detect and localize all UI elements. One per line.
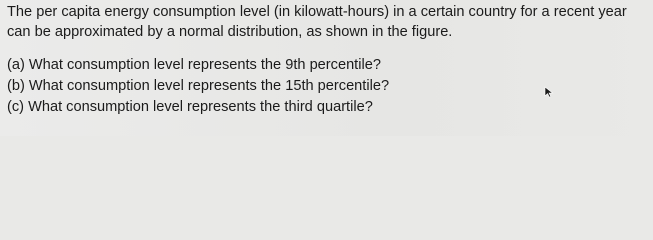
mouse-pointer-icon <box>544 86 556 98</box>
intro-text-line-2: can be approximated by a normal distribution, as shown in the figure. <box>7 24 453 40</box>
question-part-b: (b) What consumption level represents the 15th percentile? <box>7 78 390 94</box>
question-part-c: (c) What consumption level represents the third quartile? <box>7 99 373 115</box>
intro-text-line-1: The per capita energy consumption level (in kilowatt-hours) in a certain country for a recent year <box>7 4 627 20</box>
question-part-a: (a) What consumption level represents the 9th percentile? <box>7 57 381 73</box>
